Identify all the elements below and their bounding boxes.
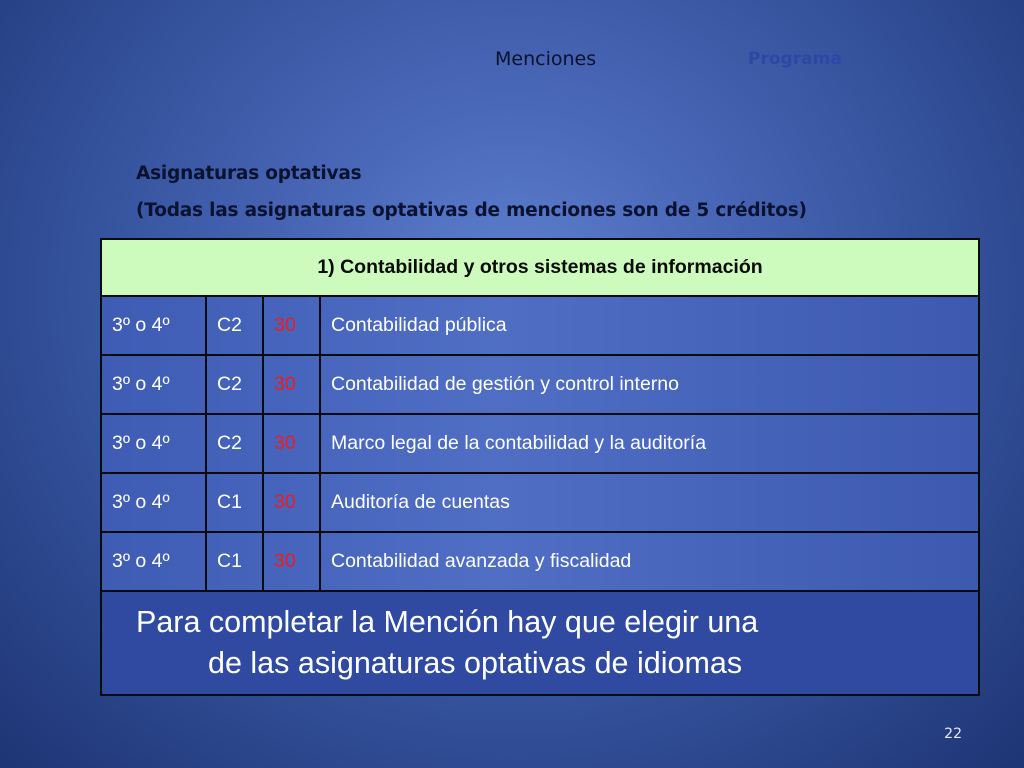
slide-heading xyxy=(136,155,976,229)
footnote-line: de las asignaturas optativas de idiomas xyxy=(208,646,743,680)
table-row xyxy=(102,533,978,592)
places-cell: 30 xyxy=(264,297,321,354)
year-cell: 3º o 4º xyxy=(102,415,207,472)
year-cell: 3º o 4º xyxy=(102,533,207,590)
subject-cell: Contabilidad de gestión y control interno xyxy=(331,373,679,395)
subject-cell: Marco legal de la contabilidad y la auditoría xyxy=(331,432,707,454)
places-cell: 30 xyxy=(264,474,321,531)
places-cell: 30 xyxy=(264,533,321,590)
year-cell: 3º o 4º xyxy=(102,356,207,413)
table-header: 1) Contabilidad y otros sistemas de información xyxy=(102,240,978,297)
period-cell: C1 xyxy=(207,474,264,531)
nav-link-menciones[interactable]: Menciones xyxy=(495,48,597,70)
table-row xyxy=(102,415,978,474)
subject-cell: Contabilidad pública xyxy=(331,314,507,336)
period-cell: C2 xyxy=(207,297,264,354)
slide-navigation xyxy=(0,46,1024,72)
subjects-table xyxy=(100,238,980,696)
heading-title: Asignaturas optativas xyxy=(136,163,362,184)
heading-subtitle: (Todas las asignaturas optativas de menciones son de 5 créditos) xyxy=(136,200,807,221)
table-row xyxy=(102,474,978,533)
table-row xyxy=(102,356,978,415)
year-cell: 3º o 4º xyxy=(102,474,207,531)
table-footnote xyxy=(102,592,978,694)
table-row xyxy=(102,297,978,356)
places-cell: 30 xyxy=(264,356,321,413)
places-cell: 30 xyxy=(264,415,321,472)
subject-cell: Contabilidad avanzada y fiscalidad xyxy=(331,550,632,572)
period-cell: C1 xyxy=(207,533,264,590)
footnote-line: Para completar la Mención hay que elegir una xyxy=(136,605,759,639)
page-number: 22 xyxy=(944,726,962,742)
nav-link-programa[interactable]: Programa xyxy=(748,49,842,69)
period-cell: C2 xyxy=(207,415,264,472)
year-cell: 3º o 4º xyxy=(102,297,207,354)
subject-cell: Auditoría de cuentas xyxy=(331,491,510,513)
period-cell: C2 xyxy=(207,356,264,413)
